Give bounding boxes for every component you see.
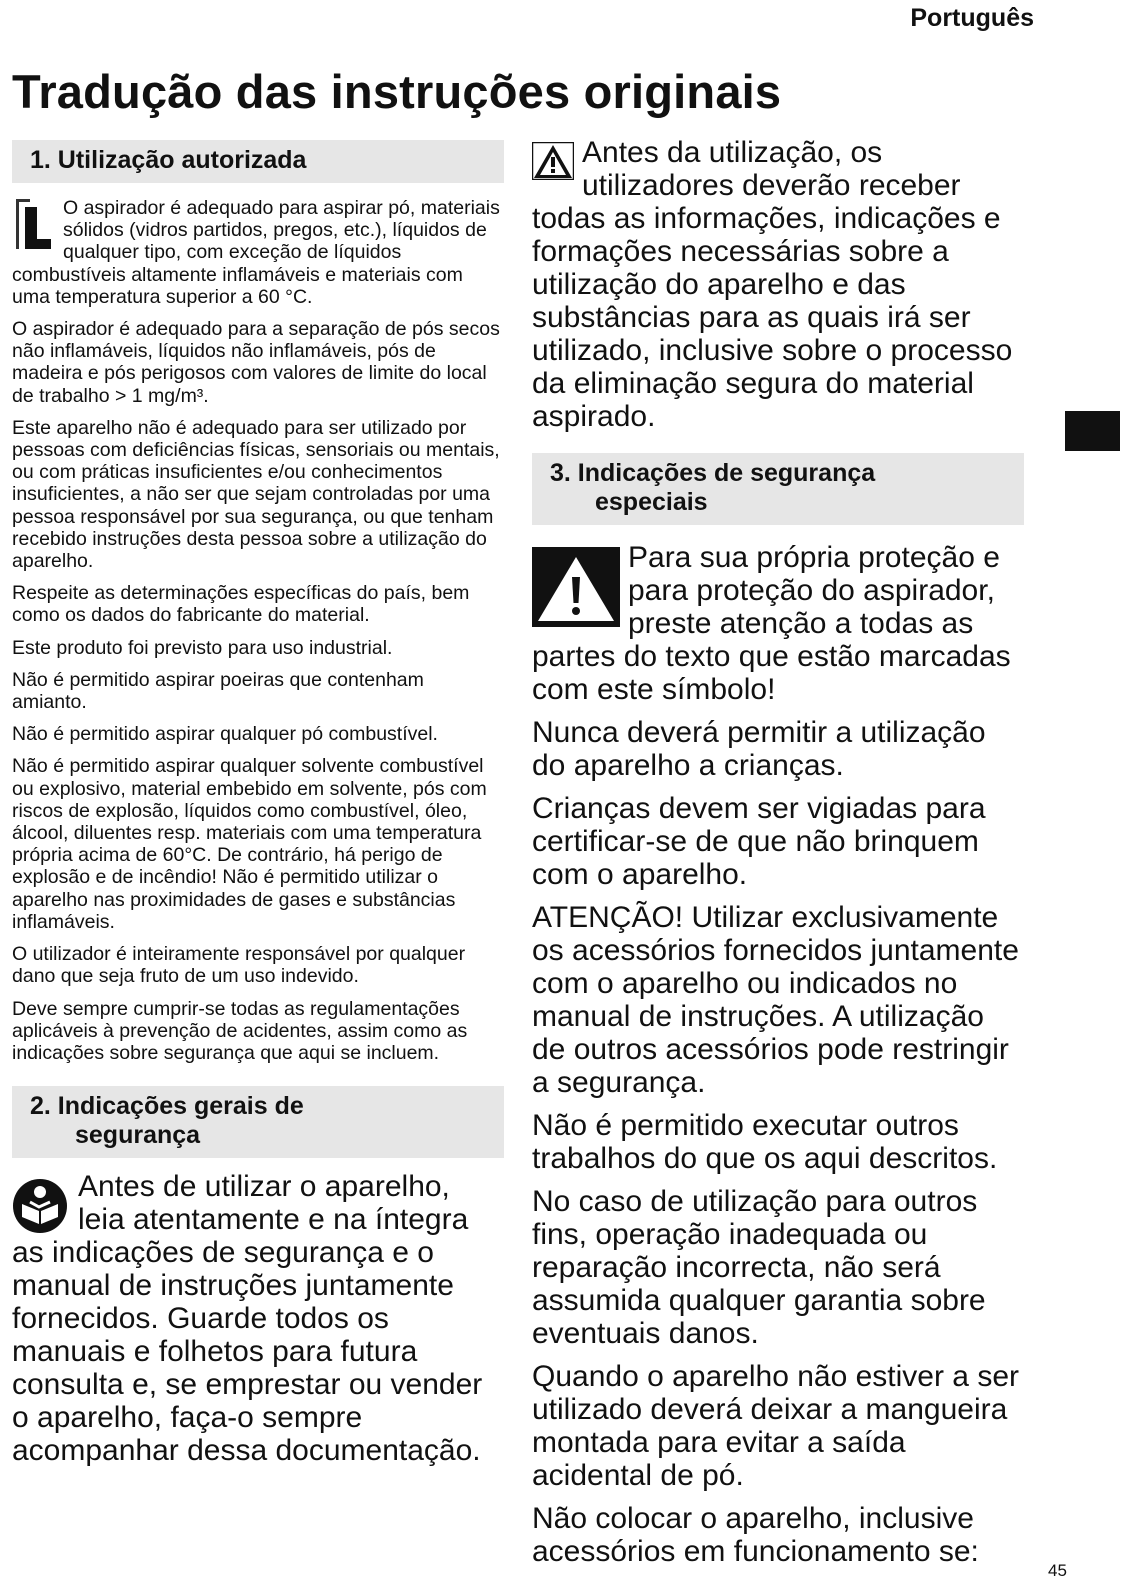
section-1-heading: 1. Utilização autorizada bbox=[12, 140, 504, 183]
paragraph: Antes da utilização, os utilizadores deverão receber todas as informações, indicações e formações necessárias sobre a utilização do aparelho e das substâncias para as quais irá ser utilizado, inclusive sobre o processo da eliminação segura do material aspirado. bbox=[532, 136, 1013, 433]
paragraph: Respeite as determinações específicas do país, bem como os dados do fabricante do material. bbox=[12, 582, 470, 627]
paragraph: Quando o aparelho não estiver a ser utilizado deverá deixar a mangueira montada para evitar a saída acidental de pó. bbox=[532, 1360, 1019, 1492]
page-number: 45 bbox=[1048, 1561, 1067, 1580]
paragraph: Não é permitido aspirar poeiras que contenham amianto. bbox=[12, 668, 424, 714]
section-3-body bbox=[532, 541, 1024, 1568]
warning-icon bbox=[532, 547, 620, 627]
paragraph: Não colocar o aparelho, inclusive acessórios em funcionamento se: bbox=[532, 1502, 979, 1568]
right-column bbox=[532, 136, 1024, 1578]
left-column bbox=[12, 140, 504, 1477]
section-1-body bbox=[12, 197, 504, 1064]
l-class-icon bbox=[16, 199, 53, 249]
paragraph: Não é permitido executar outros trabalhos do que os aqui descritos. bbox=[532, 1109, 998, 1175]
language-label: Português bbox=[910, 4, 1034, 32]
book-read-icon bbox=[12, 1178, 68, 1234]
paragraph: No caso de utilização para outros fins, operação inadequada ou reparação incorrecta, não será assumida qualquer garantia sobre eventuais danos. bbox=[532, 1185, 986, 1350]
paragraph: Não é permitido aspirar qualquer pó combustível. bbox=[12, 723, 438, 746]
paragraph: Não é permitido aspirar qualquer solvente combustível ou explosivo, material embebido em solvente, pós com riscos de explosão, líquidos como combustível, óleo, álcool, diluentes resp. materiais com uma temperatura própria acima de 60°C. De contrário, há perigo de explosão e de incêndio! Não é permitido utilizar o aparelho nas proximidades de gases e substâncias inflamáveis. bbox=[12, 755, 487, 933]
page-title: Tradução das instruções originais bbox=[12, 65, 782, 118]
paragraph: Nunca deverá permitir a utilização do aparelho a crianças. bbox=[532, 716, 986, 782]
paragraph: O aspirador é adequado para a separação de pós secos não inflamáveis, líquidos não inflamáveis, pós de madeira e pós perigosos com valores de limite do local de trabalho > 1 mg/m³. bbox=[12, 318, 500, 407]
section-2-heading: 2. Indicações gerais de segurança bbox=[12, 1086, 504, 1158]
paragraph: ATENÇÃO! Utilizar exclusivamente os acessórios fornecidos juntamente com o aparelho ou indicados no manual de instruções. A utilização de outros acessórios pode restringir a segurança. bbox=[532, 901, 1019, 1099]
paragraph: Antes de utilizar o aparelho, leia atentamente e na íntegra as indicações de segurança e o manual de instruções juntamente fornecidos. Guarde todos os manuais e folhetos para futura consulta e, se emprestar ou vender o aparelho, faça-o sempre acompanhar dessa documentação. bbox=[12, 1170, 483, 1468]
section-2-body bbox=[12, 1170, 504, 1467]
paragraph: Este produto foi previsto para uso industrial. bbox=[12, 636, 393, 659]
paragraph: Para sua própria proteção e para proteção do aspirador, preste atenção a todas as partes do texto que estão marcadas com este símbolo! bbox=[532, 541, 1011, 706]
paragraph: Crianças devem ser vigiadas para certificar-se de que não brinquem com o aparelho. bbox=[532, 792, 986, 891]
paragraph: O utilizador é inteiramente responsável por qualquer dano que seja fruto de um uso indevido. bbox=[12, 943, 466, 988]
section-3-heading: 3. Indicações de segurança especiais bbox=[532, 453, 1024, 525]
paragraph: Deve sempre cumprir-se todas as regulamentações aplicáveis à prevenção de acidentes, assim como as indicações sobre segurança que aqui se incluem. bbox=[12, 997, 468, 1064]
warning-icon bbox=[532, 142, 574, 180]
paragraph: O aspirador é adequado para aspirar pó, materiais sólidos (vidros partidos, pregos, etc.), líquidos de qualquer tipo, com exceção de líquidos combustíveis altamente inflamáveis e materiais com uma temperatura superior a 60 °C. bbox=[12, 197, 500, 308]
chapter-tab-marker bbox=[1065, 411, 1120, 451]
paragraph: Este aparelho não é adequado para ser utilizado por pessoas com deficiências físicas, sensoriais ou mentais, ou com práticas insuficientes e/ou conhecimentos insuficientes, a não ser que sejam controladas por uma pessoa responsável por sua segurança, ou que tenham recebido instruções desta pessoa sobre a utilização do aparelho. bbox=[12, 416, 500, 573]
section-2-continued bbox=[532, 136, 1024, 433]
